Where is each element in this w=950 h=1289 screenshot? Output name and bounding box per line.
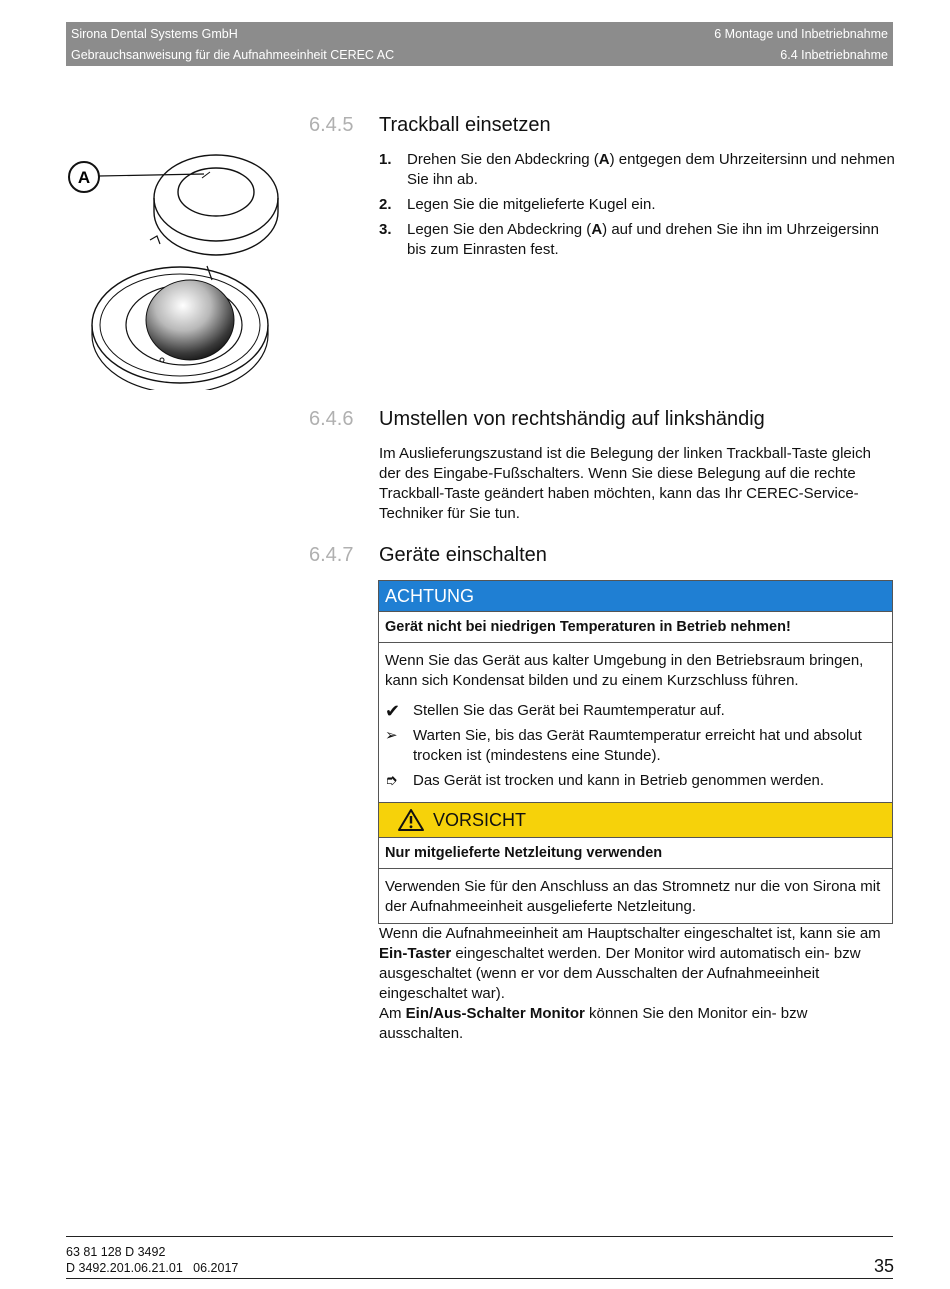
section-text-646: Im Auslieferungszustand ist die Belegung der linken Trackball-Taste gleich der des Eingabe-Fußschalters. Wenn Sie diese Belegung auf die rechte Trackball-Taste geändert haben möchten, kann das Ihr CEREC-Service-Techniker für Sie tun. [379,445,871,522]
step-ref: A [598,151,610,168]
final-text [379,924,895,1044]
figure-label: A [77,168,91,187]
step-ref: A [591,221,603,238]
section-number-645: 6.4.5 [309,114,354,136]
page-footer [66,1244,238,1276]
step-number: 3. [379,221,392,238]
achtung-box [378,580,893,803]
step-item [379,220,895,260]
trackball-ball [146,280,234,360]
steps-list-645 [379,150,895,265]
achtung-subhead: Gerät nicht bei niedrigen Temperaturen in Betrieb nehmen! [379,612,892,643]
section-number-647: 6.4.7 [309,544,354,566]
arrow-icon: ➢ [385,727,398,744]
list-item-text: Warten Sie, bis das Gerät Raumtemperatur erreicht hat und absolut trocken ist (mindestens eine Stunde). [413,727,862,764]
check-icon: ✔ [385,701,401,721]
header-chapter: 6 Montage und Inbetriebnahme [714,27,888,41]
cover-ring-inner [178,168,254,216]
final-text-part: Am [379,1005,406,1022]
section-title-646: Umstellen von rechtshändig auf linkshändig [379,408,765,430]
page-header [66,22,893,66]
vorsicht-box [378,802,893,924]
trackball-illustration [62,140,302,390]
header-company: Sirona Dental Systems GmbH [71,27,238,41]
achtung-text: Wenn Sie das Gerät aus kalter Umgebung in den Betriebsraum bringen, kann sich Kondensat bilden und zu einem Kurzschluss führen. [385,652,864,689]
vorsicht-subhead: Nur mitgelieferte Netzleitung verwenden [379,838,892,869]
monitor-switch-term: Ein/Aus-Schalter Monitor [405,1005,585,1022]
achtung-list [385,701,886,791]
section-number-646: 6.4.6 [309,408,354,430]
step-text: ) auf und drehen Sie ihn im Uhrzeigersinn bis zum Einrasten fest. [407,221,879,258]
final-text-part: eingeschaltet werden. Der Monitor wird automatisch ein- bzw ausgeschaltet (wenn er vor dem Ausschalten der Aufnahmeeinheit eingeschaltet war). [379,945,861,1002]
step-number: 1. [379,151,392,168]
vorsicht-header [379,803,892,838]
page-number: 35 [873,1256,894,1276]
vorsicht-text: Verwenden Sie für den Anschluss an das Stromnetz nur die von Sirona mit der Aufnahmeeinheit ausgelieferte Netzleitung. [385,878,881,915]
achtung-label: ACHTUNG [379,581,892,612]
list-item [385,771,886,791]
final-text-part: können Sie den Monitor ein- bzw ausschalten. [379,1005,808,1042]
result-arrow-icon: ➮ [385,772,398,789]
step-number: 2. [379,196,392,213]
ein-taster-term: Ein-Taster [379,945,452,962]
footer-revision: D 3492.201.06.21.01 06.2017 [66,1261,239,1275]
footer-rule-bottom [66,1278,893,1279]
step-text: Legen Sie den Abdeckring ( [407,221,592,238]
step-text: ) entgegen dem Uhrzeitersinn und nehmen Sie ihn ab. [407,151,895,188]
step-item [379,150,895,190]
step-item [379,195,895,215]
step-text: Drehen Sie den Abdeckring ( [407,151,599,168]
list-item [385,726,886,766]
step-text: Legen Sie die mitgelieferte Kugel ein. [407,196,656,213]
footer-rule-top [66,1236,893,1237]
warning-triangle-icon [397,808,425,832]
trackball-drawing [62,140,302,390]
list-item [385,701,886,721]
list-item-text: Stellen Sie das Gerät bei Raumtemperatur auf. [413,702,725,719]
header-doc-title: Gebrauchsanweisung für die Aufnahmeeinheit CEREC AC [71,48,395,62]
list-item-text: Das Gerät ist trocken und kann in Betrieb genommen werden. [413,772,825,789]
vorsicht-label: VORSICHT [433,810,527,830]
footer-doc-number: 63 81 128 D 3492 [66,1245,166,1259]
section-title-647: Geräte einschalten [379,544,547,566]
header-section: 6.4 Inbetriebnahme [780,48,888,62]
section-title-645: Trackball einsetzen [379,114,551,136]
final-text-part: Wenn die Aufnahmeeinheit am Hauptschalter eingeschaltet ist, kann sie am [379,925,881,942]
